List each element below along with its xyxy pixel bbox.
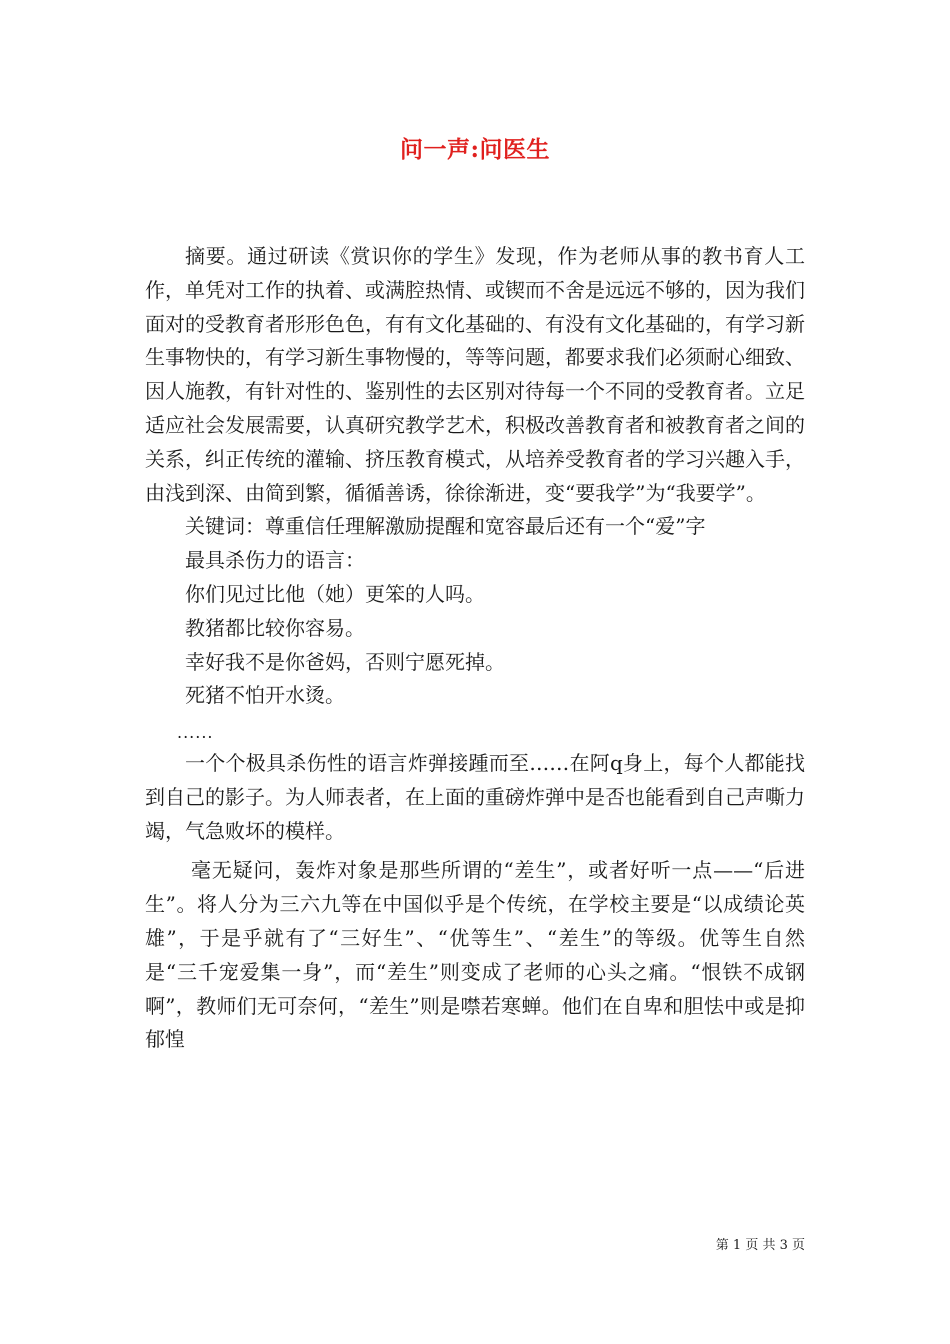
document-body [145, 240, 805, 1057]
page-title: 问一声:问医生 [400, 136, 550, 163]
keywords-line: 关键词：尊重信任理解激励提醒和宽容最后还有一个“爱”字 [185, 514, 706, 539]
text-line: 最具杀伤力的语言： [185, 548, 365, 573]
abstract-paragraph: 摘要。通过研读《赏识你的学生》发现，作为老师从事的教书育人工作，单凭对工作的执着、或满腔热情、或锲而不舍是远远不够的，因为我们面对的受教育者形形色色，有有文化基础的、有没有文化基础的，有学习新生事物快的，有学习新生事物慢的，等等问题，都要求我们必须耐心细致、因人施教，有针对性的、鉴别性的去区别对待每一个不同的受教育者。立足适应社会发展需要，认真研究教学艺术，积极改善教育者和被教育者之间的关系，纠正传统的灌输、挤压教育模式，从培养受教育者的学习兴趣入手，由浅到深、由简到繁，循循善诱，徐徐渐进，变“要我学”为“我要学”。 [145, 244, 805, 505]
ellipsis-line: ...... [177, 723, 214, 743]
text-line: 教猪都比较你容易。 [185, 615, 365, 640]
text-line: 幸好我不是你爸妈，否则宁愿死掉。 [185, 649, 505, 674]
text-line: 死猪不怕开水烫。 [185, 683, 345, 708]
body-paragraph-1: 一个个极具杀伤性的语言炸弹接踵而至……在阿q身上，每个人都能找到自己的影子。为人师表者，在上面的重磅炸弹中是否也能看到自己声嘶力竭，气急败坏的模样。 [145, 750, 805, 843]
page-number: 第 1 页 共 3 页 [715, 1238, 805, 1253]
text-line: 你们见过比他（她）更笨的人吗。 [185, 581, 485, 606]
body-paragraph-2: 毫无疑问，轰炸对象是那些所谓的“差生”，或者好听一点——“后进生”。将人分为三六九等在中国似乎是个传统，在学校主要是“以成绩论英雄”，于是乎就有了“三好生”、“优等生”、“差生”的等级。优等生自然是“三千宠爱集一身”，而“差生”则变成了老师的心头之痛。“恨铁不成钢啊”，教师们无可奈何，“差生”则是噤若寒蝉。他们在自卑和胆怯中或是抑郁惶 [145, 858, 805, 1052]
